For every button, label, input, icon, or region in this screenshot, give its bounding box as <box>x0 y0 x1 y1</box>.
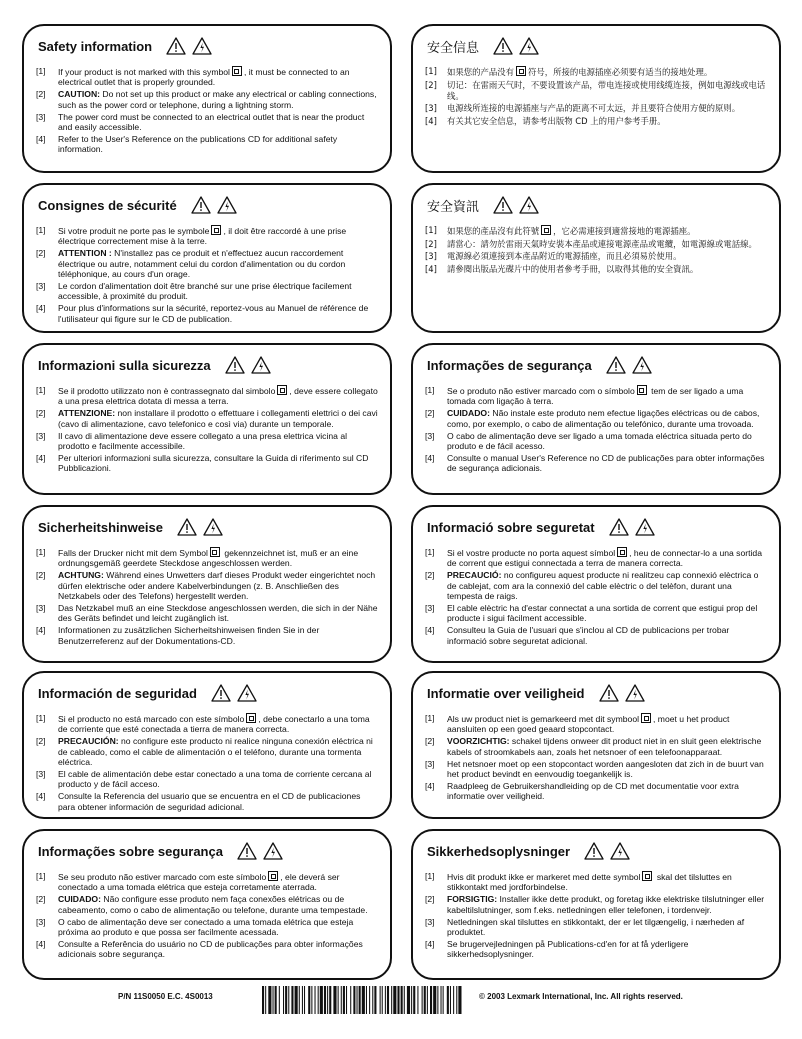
item-text <box>447 625 767 646</box>
list-item <box>425 603 767 624</box>
item-text-body: Não configure esse produto nem faça conexões elétricas ou de cabeamento, como o cabo de alimentação ou telefone, durante uma tempestade. <box>58 894 368 915</box>
item-text <box>447 385 767 407</box>
item-number: [3] <box>425 251 437 261</box>
item-text <box>447 894 767 915</box>
item-text-body: ，它必需連接到適當接地的電源插座。 <box>553 226 696 236</box>
item-number: [3] <box>425 430 435 441</box>
item-number: [4] <box>36 938 46 949</box>
list-item <box>425 264 767 275</box>
item-text-body: , il doit être raccordé à une prise électrique correctement mise à la terre. <box>58 226 347 247</box>
panel-title: Informatie over veiligheid <box>427 685 585 701</box>
item-text-body: Raadpleeg de Gebruikershandleiding op de CD met documentatie voor extra informatie over veiligheid. <box>447 780 739 802</box>
item-text-body: Informationen zu zusätzlichen Sicherheitshinweisen finden Sie in der Benutzerreferenz auf der Dokumentations-CD. <box>58 625 320 646</box>
panel-title: Sicherheitshinweise <box>38 519 163 535</box>
list-item <box>425 116 767 127</box>
item-text-body: 有关其它安全信息，请参考出版物 CD 上的用户参考手册。 <box>447 115 666 126</box>
item-text-before-symbol: Hvis dit produkt ikke er markeret med dette symbol <box>447 872 641 882</box>
item-text <box>58 769 378 790</box>
item-text <box>447 116 767 127</box>
list-item <box>36 603 378 624</box>
double-insulation-symbol-icon <box>232 66 242 76</box>
item-text <box>58 939 378 960</box>
item-text-body: 電源線必須連接到本產品附近的電源插座，而且必須易於使用。 <box>447 251 682 261</box>
list-item <box>425 547 767 569</box>
item-text <box>447 80 767 102</box>
list-item <box>425 939 767 960</box>
item-text <box>58 431 378 452</box>
item-number: [2] <box>425 238 437 249</box>
panel-it <box>22 343 392 495</box>
item-text-body: Il cavo di alimentazione deve essere collegato a una presa elettrica vicina al prodotto e facilmente accessibile. <box>58 430 348 452</box>
caution-label: CAUTION: <box>58 89 101 100</box>
item-number: [1] <box>425 66 437 76</box>
barcode-icon <box>262 986 462 1014</box>
list-item <box>425 736 767 757</box>
item-text <box>447 251 767 262</box>
electric-shock-icon <box>192 37 212 55</box>
warning-triangle-icon <box>493 196 513 214</box>
panel-title: 安全資訊 <box>427 199 480 215</box>
list-item <box>425 453 767 474</box>
item-text <box>447 736 767 757</box>
list-item <box>36 547 378 569</box>
warning-triangle-icon <box>606 356 626 374</box>
panel-de <box>22 505 392 663</box>
item-text-body: Le cordon d'alimentation doit être branché sur une prise électrique facilement accessible, à proximité du produit. <box>58 281 352 302</box>
item-text-body: 电源线所连接的电源插座与产品的距离不可太远，并且要符合使用方便的原则。 <box>447 103 741 113</box>
list-item <box>36 66 378 88</box>
list-item <box>36 248 378 279</box>
item-text-body: non installare il prodotto o effettuare i collegamenti elettrici o dei cavi (cavo di alimentazione, cavo telefonico e così via) durante un temporale. <box>58 408 378 429</box>
item-text-body: , moet u het product aansluiten op een goed geaard stopcontact. <box>447 714 730 735</box>
item-text-body: Consulte la Referencia del usuario que se encuentra en el CD de publicaciones para obtener información de seguridad adicional. <box>58 791 361 812</box>
double-insulation-symbol-icon <box>516 66 526 76</box>
item-text-body: O cabo de alimentação deve ser conectado a uma tomada elétrica que esteja próxima ao produto e que possa ser facilmente acessada. <box>58 916 354 938</box>
list-item <box>425 917 767 938</box>
warning-triangle-icon <box>211 684 231 702</box>
item-text <box>447 66 767 78</box>
list-item <box>36 871 378 893</box>
electric-shock-icon <box>217 196 237 214</box>
item-text-before-symbol: 如果您的产品没有 <box>447 67 514 77</box>
item-text-body: Per ulteriori informazioni sulla sicurezza, consultare la Guida di riferimento sul CD Pubblicazioni. <box>58 452 369 474</box>
item-text <box>58 713 378 735</box>
item-text-body: The power cord must be connected to an electrical outlet that is near the product and easily accessible. <box>58 111 365 133</box>
caution-label: PRECAUCIÓN: <box>58 736 119 747</box>
list-item <box>425 408 767 429</box>
list-item <box>36 134 378 155</box>
item-text-before-symbol: Se o produto não estiver marcado com o símbolo <box>447 386 635 396</box>
list-item <box>36 408 378 429</box>
panel-nl <box>411 671 781 819</box>
item-text-before-symbol: Si el vostre producte no porta aquest símbol <box>447 548 616 558</box>
item-text-before-symbol: Falls der Drucker nicht mit dem Symbol <box>58 548 208 558</box>
item-number: [4] <box>425 115 437 126</box>
double-insulation-symbol-icon <box>637 385 647 395</box>
warning-triangle-icon <box>191 196 211 214</box>
item-text-before-symbol: If your product is not marked with this symbol <box>58 67 230 77</box>
item-text <box>58 453 378 474</box>
panel-title: Informações sobre segurança <box>38 843 223 859</box>
electric-shock-icon <box>519 37 539 55</box>
panel-zh-tw <box>411 183 781 333</box>
warning-triangle-icon <box>166 37 186 55</box>
panel-title: 安全信息 <box>427 40 480 56</box>
item-text <box>58 570 378 601</box>
item-number: [2] <box>36 736 46 747</box>
item-text-body: Het netsnoer moet op een stopcontact worden aangesloten dat zich in de buurt van het product bevindt en eenvoudig toegankelijk is. <box>447 758 764 780</box>
item-text <box>447 570 767 601</box>
item-number: [3] <box>425 103 437 113</box>
list-item <box>36 736 378 767</box>
list-item <box>36 769 378 790</box>
item-number: [2] <box>36 248 46 259</box>
item-number: [1] <box>425 385 435 395</box>
list-item <box>36 791 378 812</box>
item-text-body: 切记：在雷雨天气时，不要设置该产品，带电连接或使用线缆连接，例如电源线或电话线。 <box>447 79 766 101</box>
item-text <box>447 781 767 802</box>
electric-shock-icon <box>237 684 257 702</box>
panel-es <box>22 671 392 819</box>
item-text-body: gekennzeichnet ist, muß er an eine ordnungsgemäß geerdete Steckdose angeschlossen werden. <box>58 548 359 569</box>
item-text <box>58 225 378 247</box>
item-text <box>58 917 378 938</box>
warning-triangle-icon <box>237 842 257 860</box>
item-text-body: , deve essere collegato a una presa elettrica dotata di messa a terra. <box>58 386 378 407</box>
item-text <box>58 894 378 915</box>
item-text <box>447 603 767 624</box>
list-item <box>36 713 378 735</box>
item-text-body: Se brugervejledningen på Publications-cd'en for at få yderligere sikkerhedsoplysninger. <box>447 938 689 960</box>
panel-pt-br <box>22 829 392 980</box>
caution-label: PRECAUCIÓ: <box>447 570 502 581</box>
double-insulation-symbol-icon <box>268 871 278 881</box>
item-number: [3] <box>425 758 435 769</box>
list-item <box>425 251 767 262</box>
list-item <box>36 894 378 915</box>
item-text-body: skal det tilsluttes en stikkontakt med jordforbindelse. <box>447 872 732 893</box>
item-text <box>58 385 378 407</box>
item-text <box>58 66 378 88</box>
item-text-body: schakel tijdens onweer dit product niet in en sluit geen elektrische kabels of stroomkabels aan, zoals het netsnoer of een telefoonapparaat. <box>447 736 762 757</box>
item-text <box>447 264 767 275</box>
item-text-body: Consulteu la Guia de l'usuari que s'inclou al CD de publicacions per trobar informació sobre seguretat adicional. <box>447 625 730 646</box>
list-item <box>36 89 378 110</box>
list-item <box>36 570 378 601</box>
item-number: [1] <box>425 713 435 723</box>
list-item <box>36 431 378 452</box>
item-text <box>447 917 767 938</box>
item-number: [3] <box>36 603 46 614</box>
part-number: P/N 11S0050 E.C. 4S0013 <box>118 992 213 1001</box>
list-item <box>425 80 767 102</box>
item-text <box>58 112 378 133</box>
list-item <box>425 713 767 735</box>
item-text <box>447 939 767 960</box>
item-text <box>58 248 378 279</box>
list-item <box>36 939 378 960</box>
panel-title: Informazioni sulla sicurezza <box>38 357 211 373</box>
item-number: [1] <box>36 713 46 723</box>
list-item <box>425 759 767 780</box>
item-text <box>58 89 378 110</box>
copyright: © 2003 Lexmark International, Inc. All rights reserved. <box>479 992 683 1001</box>
panel-ca <box>411 505 781 663</box>
item-number: [3] <box>36 281 46 292</box>
panel-pt-pt <box>411 343 781 495</box>
item-number: [1] <box>425 547 435 557</box>
double-insulation-symbol-icon <box>211 225 221 235</box>
list-item <box>425 239 767 250</box>
item-number: [4] <box>425 452 435 463</box>
item-text-body: Installer ikke dette produkt, og foretag ikke elektriske tilslutninger eller kabeltilslutninger, som f.eks. netledningen eller telefonen, i tordenvejr. <box>447 894 765 915</box>
item-number: [2] <box>425 894 435 905</box>
item-text <box>58 281 378 302</box>
item-text-body: , ele deverá ser conectado a uma tomada elétrica que esteja corretamente aterrada. <box>58 872 340 893</box>
item-text-body: no configure este producto ni realice ninguna conexión eléctrica ni de cableado, como el cable de alimentación o el teléfono, durante una tormenta eléctrica. <box>58 736 373 768</box>
list-item <box>36 303 378 324</box>
list-item <box>36 112 378 133</box>
item-number: [3] <box>36 916 46 927</box>
electric-shock-icon <box>610 842 630 860</box>
item-text <box>447 871 767 893</box>
item-number: [3] <box>36 430 46 441</box>
item-number: [2] <box>425 736 435 747</box>
item-number: [4] <box>425 780 435 791</box>
panel-fr <box>22 183 392 333</box>
item-number: [3] <box>425 916 435 927</box>
caution-label: CUIDADO: <box>58 894 101 905</box>
list-item <box>36 225 378 247</box>
item-text <box>58 603 378 624</box>
panel-zh-cn <box>411 24 781 173</box>
item-number: [4] <box>36 133 46 144</box>
list-item <box>425 431 767 452</box>
list-item <box>36 625 378 646</box>
item-text-body: Consulte o manual User's Reference no CD de publicações para obter informações de segurança adicionais. <box>447 452 765 474</box>
item-text <box>447 759 767 780</box>
double-insulation-symbol-icon <box>642 871 652 881</box>
item-text-body: Consulte a Referência do usuário no CD de publicações para obter informações adicionais sobre segurança. <box>58 938 363 960</box>
item-text <box>447 453 767 474</box>
item-number: [2] <box>425 79 437 90</box>
item-text-body: El cable elèctric ha d'estar connectat a una sortida de corrent que estigui prop del producte i sigui fàcilment accessible. <box>447 603 758 624</box>
double-insulation-symbol-icon <box>246 713 256 723</box>
item-text-body: 請參閱出版品光碟片中的使用者參考手冊，以取得其他的安全資訊。 <box>447 263 699 274</box>
item-text-body: Não instale este produto nem efectue ligações eléctricas ou de cabos, como, por exemplo, o cabo de alimentação ou telefónico, durante uma trovoada. <box>447 408 760 429</box>
electric-shock-icon <box>251 356 271 374</box>
item-text <box>58 736 378 767</box>
item-number: [4] <box>36 625 46 636</box>
electric-shock-icon <box>519 196 539 214</box>
item-number: [4] <box>425 938 435 949</box>
item-text-body: Do not set up this product or make any electrical or cabling connections, such as the power cord or telephone, during a lightning storm. <box>58 89 377 110</box>
item-number: [4] <box>425 625 435 636</box>
item-text <box>58 871 378 893</box>
item-text <box>58 791 378 812</box>
warning-triangle-icon <box>225 356 245 374</box>
list-item <box>36 281 378 302</box>
list-item <box>425 570 767 601</box>
item-text-body: 符号，所接的电源插座必须要有适当的接地处理。 <box>528 67 713 77</box>
item-number: [1] <box>36 385 46 395</box>
item-number: [1] <box>36 871 46 881</box>
list-item <box>36 385 378 407</box>
list-item <box>425 871 767 893</box>
item-number: [2] <box>425 408 435 419</box>
panel-da <box>411 829 781 980</box>
item-text-body: El cable de alimentación debe estar conectado a una toma de corriente cercana al producto y de fácil acceso. <box>58 769 372 790</box>
caution-label: VOORZICHTIG: <box>447 736 510 747</box>
list-item <box>425 385 767 407</box>
item-text-body: Während eines Unwetters darf dieses Produkt weder eingerichtet noch dürfen elektrische oder andere Kabelverbindungen (z. B. Anschließen des Netzkabels oder des Telefons) hergestellt werden. <box>58 570 376 602</box>
warning-triangle-icon <box>584 842 604 860</box>
double-insulation-symbol-icon <box>541 225 551 235</box>
item-number: [1] <box>36 547 46 557</box>
item-text-body: Pour plus d'informations sur la sécurité, reportez-vous au Manuel de référence de l'utilisateur qui figure sur le CD de publication. <box>58 303 369 324</box>
item-text <box>447 408 767 429</box>
item-text <box>58 303 378 324</box>
item-text-body: , it must be connected to an electrical outlet that is properly grounded. <box>58 67 350 88</box>
double-insulation-symbol-icon <box>641 713 651 723</box>
item-number: [3] <box>36 111 46 122</box>
item-text-body: tem de ser ligado a uma tomada com ligação à terra. <box>447 386 744 407</box>
panel-title: Consignes de sécurité <box>38 197 177 213</box>
list-item <box>425 66 767 78</box>
panel-title: Informações de segurança <box>427 357 592 373</box>
item-number: [2] <box>36 894 46 905</box>
list-item <box>425 625 767 646</box>
item-number: [4] <box>36 452 46 463</box>
item-number: [2] <box>425 570 435 581</box>
item-number: [4] <box>425 263 437 274</box>
item-text <box>58 134 378 155</box>
item-text-body: Refer to the User's Reference on the publications CD for additional safety information. <box>58 133 338 155</box>
panel-title: Informació sobre seguretat <box>427 519 595 535</box>
footer <box>0 986 802 1016</box>
item-text <box>447 713 767 735</box>
warning-triangle-icon <box>177 518 197 536</box>
panel-title: Safety information <box>38 38 153 54</box>
list-item <box>425 225 767 237</box>
item-text-before-symbol: Se il prodotto utilizzato non è contrassegnato dal simbolo <box>58 386 276 396</box>
item-number: [1] <box>425 871 435 881</box>
item-number: [2] <box>36 570 46 581</box>
list-item <box>36 917 378 938</box>
list-item <box>425 103 767 114</box>
double-insulation-symbol-icon <box>617 547 627 557</box>
item-text-body: N'installez pas ce produit et n'effectuez aucun raccordement électrique ou autre, notamment celui du cordon d'alimentation ou du cordon téléphonique, au cours d'un orage. <box>58 248 346 280</box>
caution-label: CUIDADO: <box>447 408 490 419</box>
item-number: [1] <box>36 225 46 235</box>
item-number: [3] <box>36 769 46 780</box>
item-text-body: Das Netzkabel muß an eine Steckdose angeschlossen werden, die sich in der Nähe des Geräts befindet und leicht zugänglich ist. <box>58 603 378 624</box>
electric-shock-icon <box>632 356 652 374</box>
item-text <box>447 431 767 452</box>
item-text-body: Netledningen skal tilsluttes en stikkontakt, der er let tilgængelig, i nærheden af produktet. <box>447 916 745 938</box>
item-number: [2] <box>36 408 46 419</box>
electric-shock-icon <box>203 518 223 536</box>
item-number: [4] <box>36 303 46 314</box>
item-text-before-symbol: Si votre produit ne porte pas le symbole <box>58 226 210 236</box>
electric-shock-icon <box>635 518 655 536</box>
panel-title: Información de seguridad <box>38 685 197 701</box>
item-text-before-symbol: Se seu produto não estiver marcado com este símbolo <box>58 872 267 882</box>
list-item <box>425 894 767 915</box>
item-text <box>58 408 378 429</box>
item-text <box>58 625 378 646</box>
double-insulation-symbol-icon <box>210 547 220 557</box>
item-text-body: 請當心：請勿於雷雨天氣時安裝本產品或連接電源產品或電纜，如電源線或電話線。 <box>447 238 757 249</box>
item-text-before-symbol: Si el producto no está marcado con este símbolo <box>58 714 245 724</box>
item-text-before-symbol: 如果您的產品沒有此符號 <box>447 226 540 236</box>
caution-label: FORSIGTIG: <box>447 894 498 905</box>
caution-label: ATTENTION : <box>58 248 112 259</box>
item-number: [4] <box>36 791 46 802</box>
item-text <box>447 225 767 237</box>
panel-title: Sikkerhedsoplysninger <box>427 843 571 859</box>
item-text <box>447 239 767 250</box>
caution-label: ACHTUNG: <box>58 570 104 581</box>
item-text-body: O cabo de alimentação deve ser ligado a uma tomada eléctrica situada perto do produto e de fácil acesso. <box>447 430 752 452</box>
caution-label: ATTENZIONE: <box>58 408 116 419</box>
item-text <box>58 547 378 569</box>
item-number: [3] <box>425 603 435 614</box>
list-item <box>425 781 767 802</box>
panel-en <box>22 24 392 173</box>
item-text-body: , debe conectarlo a una toma de corriente que esté conectada a tierra de manera correcta. <box>58 714 370 735</box>
electric-shock-icon <box>625 684 645 702</box>
item-text <box>447 103 767 114</box>
item-text-before-symbol: Als uw product niet is gemarkeerd met dit symbool <box>447 714 640 724</box>
list-item <box>36 453 378 474</box>
item-number: [1] <box>425 225 437 235</box>
item-number: [1] <box>36 66 46 76</box>
warning-triangle-icon <box>599 684 619 702</box>
item-number: [2] <box>36 89 46 100</box>
double-insulation-symbol-icon <box>277 385 287 395</box>
item-text-body: , heu de connectar-lo a una sortida de corrent que estigui connectada a terra de manera correcta. <box>447 548 762 569</box>
electric-shock-icon <box>263 842 283 860</box>
item-text <box>447 547 767 569</box>
item-text-body: no configureu aquest producte ni realitzeu cap connexió elèctrica o de cablejat, com ara la connexió del cable elèctric o del telèfon, durant una tempesta de raigs. <box>447 570 759 602</box>
warning-triangle-icon <box>493 37 513 55</box>
warning-triangle-icon <box>609 518 629 536</box>
